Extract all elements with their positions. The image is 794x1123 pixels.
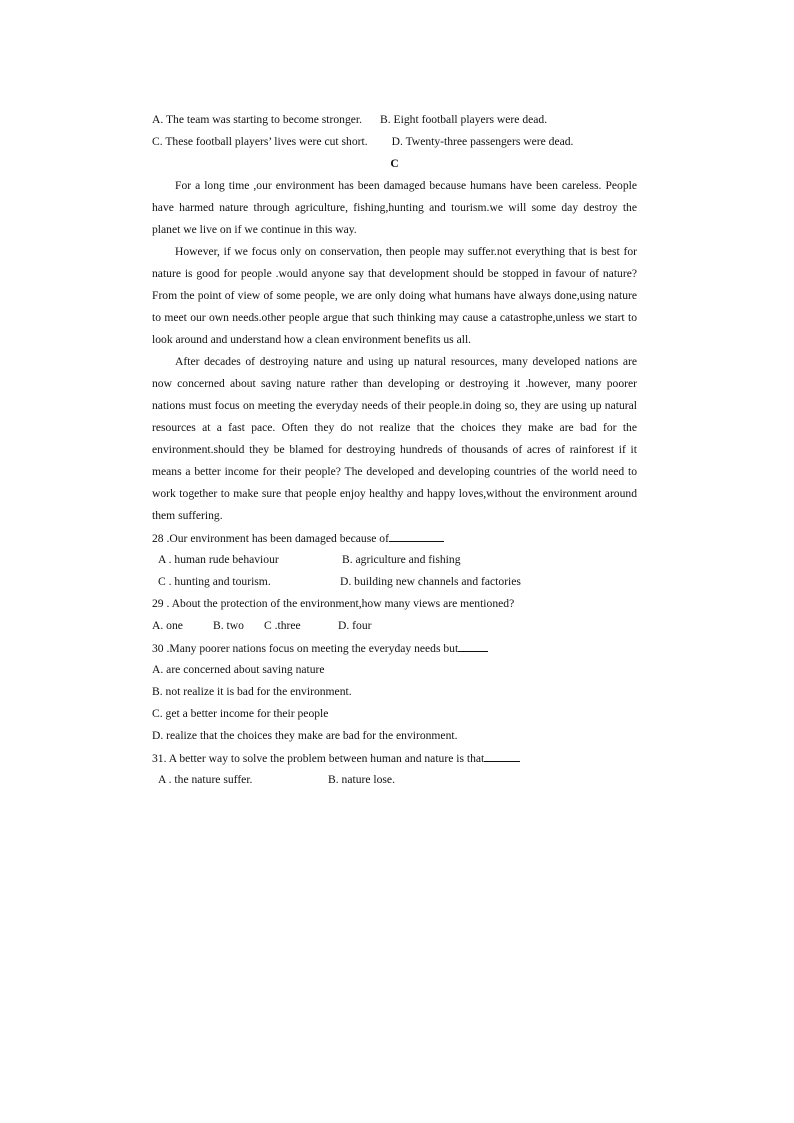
option-c: C. These football players’ lives were cut short. bbox=[152, 135, 368, 148]
option-c: C . hunting and tourism. bbox=[158, 575, 271, 588]
question-30-option-c: C. get a better income for their people bbox=[152, 707, 329, 720]
option-a: A. The team was starting to become stronger. bbox=[152, 113, 363, 126]
document-body bbox=[152, 109, 637, 791]
option-a: A . human rude behaviour bbox=[158, 553, 279, 566]
question-28-options-ab bbox=[152, 549, 637, 571]
option-d: D. four bbox=[338, 619, 372, 632]
question-30-option-d: D. realize that the choices they make are bad for the environment. bbox=[152, 729, 458, 742]
answer-blank bbox=[484, 747, 520, 762]
option-b: B. agriculture and fishing bbox=[342, 553, 461, 566]
passage-paragraph-1: For a long time ,our environment has been damaged because humans have been careless. People have harmed nature through agriculture, fishing,hunting and tourism.we will some day destroy the planet we live on if we continue in this way. bbox=[152, 179, 637, 236]
question-30-option-b: B. not realize it is bad for the environment. bbox=[152, 685, 352, 698]
option-a: A . the nature suffer. bbox=[158, 773, 253, 786]
option-b: B. nature lose. bbox=[328, 773, 395, 786]
section-label: C bbox=[390, 157, 399, 170]
prev-options-row-2 bbox=[152, 131, 637, 153]
passage-paragraph-2: However, if we focus only on conservation, then people may suffer.not everything that is best for nature is good for people .would anyone say that development should be stopped in favour of nature?From the point of view of some people, we are only doing what humans have always done,using nature to meet our own needs.other people argue that such thinking may cause a catastrophe,unless we start to look around and understand how a clean environment benefits us all. bbox=[152, 245, 637, 346]
prev-options-row-1 bbox=[152, 109, 637, 131]
option-b: B. two bbox=[213, 619, 244, 632]
option-a: A. one bbox=[152, 619, 183, 632]
option-d: D. Twenty-three passengers were dead. bbox=[391, 135, 574, 148]
question-29-options bbox=[152, 615, 637, 637]
question-31-stem: 31. A better way to solve the problem between human and nature is that bbox=[152, 747, 637, 769]
option-c: C .three bbox=[264, 619, 301, 632]
option-b: B. Eight football players were dead. bbox=[380, 113, 548, 126]
answer-blank bbox=[458, 637, 488, 652]
passage-paragraph-3: After decades of destroying nature and using up natural resources, many developed nations are now concerned about saving nature rather than developing or destroying it .however, many poorer nations must focus on meeting the everyday needs of their people.in doing so, they are using up natural resources at a fast pace. Often they do not realize that the choices they make are bad for the environment.should they be blamed for destroying hundreds of thousands of acres of rainforest if it means a better income for their people? The developed and developing countries of the world need to work together to make sure that people enjoy healthy and happy loves,without the environment around them suffering. bbox=[152, 355, 637, 522]
answer-blank bbox=[389, 527, 444, 542]
question-28-stem: 28 .Our environment has been damaged because of bbox=[152, 527, 637, 549]
question-31-options bbox=[152, 769, 637, 791]
question-30-stem: 30 .Many poorer nations focus on meeting the everyday needs but bbox=[152, 637, 637, 659]
question-29-stem: 29 . About the protection of the environment,how many views are mentioned? bbox=[152, 597, 515, 610]
question-28-options-cd bbox=[152, 571, 637, 593]
option-d: D. building new channels and factories bbox=[340, 575, 521, 588]
question-30-option-a: A. are concerned about saving nature bbox=[152, 663, 325, 676]
